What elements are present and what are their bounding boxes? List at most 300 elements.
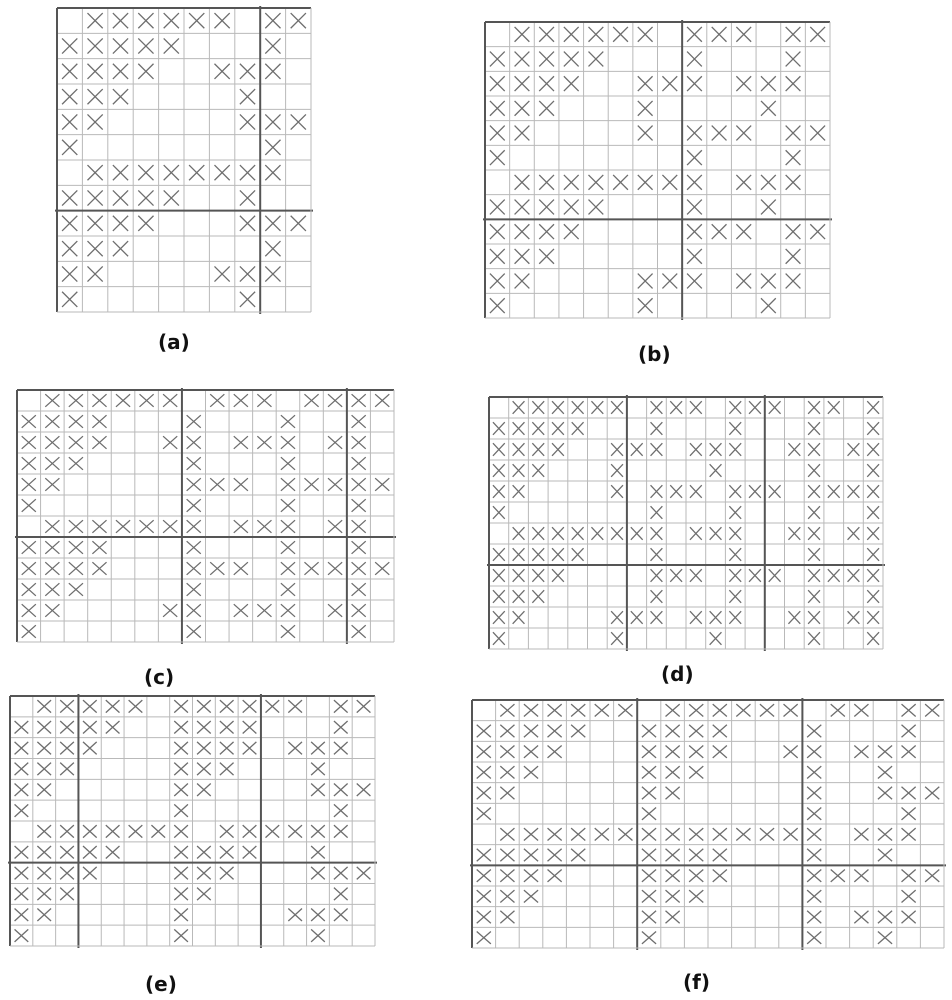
cross-mark-e-r7-c4 (106, 846, 120, 859)
cross-mark-c-r6-c2 (69, 520, 83, 533)
cross-mark-f-r6-c9 (689, 828, 703, 840)
cross-mark-f-r0-c1 (500, 704, 514, 716)
cross-mark-b-r8-c12 (786, 224, 801, 239)
cross-mark-f-r1-c2 (524, 725, 538, 737)
cross-mark-f-r2-c10 (713, 745, 727, 757)
cross-mark-b-r3-c11 (761, 101, 776, 116)
cross-mark-d-r8-c10 (690, 569, 702, 582)
cross-mark-c-r0-c8 (210, 394, 224, 407)
cross-mark-c-r3-c11 (281, 457, 295, 470)
cross-mark-f-r8-c8 (666, 869, 680, 881)
cross-mark-a-r11-c7 (240, 292, 255, 307)
cross-mark-e-r8-c15 (357, 867, 371, 880)
cross-mark-e-r2-c2 (60, 742, 74, 755)
cross-mark-c-r0-c13 (328, 394, 342, 407)
cross-mark-c-r7-c14 (352, 541, 366, 554)
cross-mark-c-r9-c1 (45, 583, 59, 596)
cross-mark-b-r10-c6 (638, 274, 653, 289)
cross-mark-c-r0-c1 (45, 394, 59, 407)
cross-mark-c-r6-c11 (281, 520, 295, 533)
cross-mark-b-r0-c12 (786, 27, 801, 42)
cross-mark-b-r4-c12 (786, 126, 801, 141)
cross-mark-c-r10-c11 (281, 604, 295, 617)
cross-mark-c-r4-c15 (375, 478, 389, 491)
cross-mark-b-r5-c12 (786, 150, 801, 165)
cross-mark-e-r1-c1 (37, 721, 51, 734)
cross-mark-d-r0-c19 (867, 401, 879, 414)
cross-mark-e-r9-c7 (174, 888, 188, 901)
cross-mark-b-r2-c1 (515, 76, 530, 91)
cross-mark-f-r11-c0 (477, 931, 491, 943)
cross-mark-c-r2-c13 (328, 436, 342, 449)
cross-mark-d-r7-c3 (552, 548, 564, 561)
cross-mark-f-r2-c2 (524, 745, 538, 757)
cross-mark-d-r2-c12 (729, 443, 741, 456)
cross-mark-b-r6-c10 (736, 175, 751, 190)
cross-mark-e-r10-c14 (334, 909, 348, 922)
cross-mark-b-r0-c9 (712, 27, 727, 42)
cross-mark-e-r4-c7 (174, 784, 188, 797)
cross-mark-e-r7-c0 (15, 846, 29, 859)
cross-mark-c-r0-c4 (116, 394, 130, 407)
cross-mark-d-r5-c8 (651, 506, 663, 519)
cross-mark-c-r0-c3 (92, 394, 106, 407)
cross-mark-d-r5-c0 (493, 506, 505, 519)
cross-mark-c-r1-c3 (92, 415, 106, 428)
cross-mark-a-r7-c3 (138, 190, 153, 205)
cross-mark-f-r0-c11 (736, 704, 750, 716)
cross-mark-a-r0-c2 (113, 13, 128, 28)
cross-mark-f-r0-c6 (618, 704, 632, 716)
cross-mark-f-r6-c1 (500, 828, 514, 840)
cross-mark-b-r1-c3 (564, 52, 579, 67)
cross-mark-c-r4-c12 (304, 478, 318, 491)
cross-mark-d-r2-c1 (513, 443, 525, 456)
cross-mark-c-r10-c1 (45, 604, 59, 617)
cross-mark-c-r2-c10 (257, 436, 271, 449)
cross-mark-e-r7-c8 (197, 846, 211, 859)
cross-mark-c-r6-c14 (352, 520, 366, 533)
cross-mark-d-r10-c15 (788, 611, 800, 624)
cross-mark-d-r6-c7 (631, 527, 643, 540)
cross-mark-f-r6-c11 (736, 828, 750, 840)
cross-mark-d-r10-c6 (611, 611, 623, 624)
cross-mark-d-r0-c8 (651, 401, 663, 414)
cross-mark-c-r8-c1 (45, 562, 59, 575)
cross-mark-c-r2-c3 (92, 436, 106, 449)
cross-mark-f-r9-c8 (666, 890, 680, 902)
cross-mark-e-r6-c2 (60, 825, 74, 838)
cross-mark-e-r6-c9 (220, 825, 234, 838)
cross-mark-e-r11-c13 (311, 929, 325, 942)
cross-mark-e-r7-c2 (60, 846, 74, 859)
cross-mark-f-r3-c9 (689, 766, 703, 778)
cross-mark-e-r6-c6 (151, 825, 165, 838)
cross-mark-b-r9-c1 (515, 249, 530, 264)
cross-mark-c-r10-c6 (163, 604, 177, 617)
cross-mark-f-r0-c13 (784, 704, 798, 716)
cross-mark-e-r1-c10 (243, 721, 257, 734)
cross-mark-a-r10-c8 (265, 266, 280, 281)
cross-mark-a-r1-c4 (164, 38, 179, 53)
cross-mark-f-r10-c16 (854, 911, 868, 923)
cross-mark-c-r2-c14 (352, 436, 366, 449)
cross-mark-d-r3-c6 (611, 464, 623, 477)
cross-mark-f-r9-c7 (642, 890, 656, 902)
cross-mark-a-r2-c0 (62, 64, 77, 79)
cross-mark-f-r7-c17 (878, 849, 892, 861)
cross-mark-f-r7-c9 (689, 849, 703, 861)
grid-e (10, 696, 375, 946)
cross-mark-a-r0-c5 (189, 13, 204, 28)
cross-mark-d-r0-c6 (611, 401, 623, 414)
cross-mark-d-r11-c16 (808, 632, 820, 645)
cross-mark-f-r2-c17 (878, 745, 892, 757)
cross-mark-d-r2-c2 (532, 443, 544, 456)
cross-mark-d-r1-c3 (552, 422, 564, 435)
cross-mark-d-r4-c1 (513, 485, 525, 498)
cross-mark-a-r0-c1 (87, 13, 102, 28)
cross-mark-d-r0-c10 (690, 401, 702, 414)
cross-mark-a-r4-c7 (240, 114, 255, 129)
cross-mark-d-r3-c2 (532, 464, 544, 477)
cross-mark-e-r9-c0 (15, 888, 29, 901)
cross-mark-c-r8-c3 (92, 562, 106, 575)
cross-mark-a-r2-c8 (265, 64, 280, 79)
cross-mark-a-r2-c2 (113, 64, 128, 79)
cross-mark-a-r3-c0 (62, 89, 77, 104)
cross-mark-c-r10-c0 (22, 604, 36, 617)
cross-mark-e-r3-c2 (60, 763, 74, 776)
cross-mark-b-r6-c3 (564, 175, 579, 190)
cross-mark-f-r4-c0 (477, 787, 491, 799)
cross-mark-f-r11-c17 (878, 931, 892, 943)
cross-mark-e-r9-c1 (37, 888, 51, 901)
cross-mark-f-r6-c8 (666, 828, 680, 840)
cross-mark-b-r7-c1 (515, 200, 530, 215)
cross-mark-d-r10-c18 (848, 611, 860, 624)
cross-mark-c-r10-c7 (187, 604, 201, 617)
cross-mark-f-r6-c3 (548, 828, 562, 840)
cross-mark-a-r3-c7 (240, 89, 255, 104)
cross-mark-b-r8-c10 (736, 224, 751, 239)
cross-mark-f-r8-c3 (548, 869, 562, 881)
cross-mark-a-r1-c1 (87, 38, 102, 53)
cross-mark-b-r0-c8 (687, 27, 702, 42)
cross-mark-e-r0-c11 (266, 700, 280, 713)
cross-mark-c-r7-c1 (45, 541, 59, 554)
cross-mark-f-r2-c9 (689, 745, 703, 757)
cross-mark-d-r0-c17 (828, 401, 840, 414)
cross-mark-b-r0-c3 (564, 27, 579, 42)
cross-mark-a-r7-c4 (164, 190, 179, 205)
cross-mark-d-r8-c9 (670, 569, 682, 582)
cross-mark-b-r4-c1 (515, 126, 530, 141)
cross-mark-f-r1-c4 (571, 725, 585, 737)
cross-mark-c-r6-c1 (45, 520, 59, 533)
cross-mark-a-r8-c3 (138, 216, 153, 231)
cross-mark-e-r2-c14 (334, 742, 348, 755)
cross-mark-a-r8-c1 (87, 216, 102, 231)
cross-mark-f-r8-c9 (689, 869, 703, 881)
cross-mark-b-r10-c1 (515, 274, 530, 289)
cross-mark-d-r11-c19 (867, 632, 879, 645)
cross-mark-a-r8-c0 (62, 216, 77, 231)
cross-mark-b-r9-c2 (539, 249, 554, 264)
cross-mark-a-r1-c0 (62, 38, 77, 53)
cross-mark-c-r2-c7 (187, 436, 201, 449)
cross-mark-c-r10-c10 (257, 604, 271, 617)
cross-mark-b-r3-c6 (638, 101, 653, 116)
cross-mark-c-r7-c0 (22, 541, 36, 554)
cross-mark-a-r11-c0 (62, 292, 77, 307)
cross-mark-d-r0-c2 (532, 401, 544, 414)
cross-mark-b-r6-c4 (589, 175, 604, 190)
cross-mark-a-r7-c1 (87, 190, 102, 205)
cross-mark-d-r0-c12 (729, 401, 741, 414)
cross-mark-a-r10-c7 (240, 266, 255, 281)
cross-mark-b-r10-c0 (490, 274, 505, 289)
cross-mark-a-r2-c1 (87, 64, 102, 79)
cross-mark-e-r7-c9 (220, 846, 234, 859)
cross-mark-e-r2-c13 (311, 742, 325, 755)
cross-mark-d-r0-c9 (670, 401, 682, 414)
cross-mark-d-r0-c4 (572, 401, 584, 414)
cross-mark-f-r2-c0 (477, 745, 491, 757)
cross-mark-a-r1-c3 (138, 38, 153, 53)
cross-mark-e-r2-c9 (220, 742, 234, 755)
cross-mark-f-r7-c7 (642, 849, 656, 861)
cross-mark-b-r9-c0 (490, 249, 505, 264)
cross-mark-c-r0-c10 (257, 394, 271, 407)
cross-mark-a-r6-c8 (265, 165, 280, 180)
cross-mark-d-r3-c16 (808, 464, 820, 477)
cross-mark-b-r11-c0 (490, 298, 505, 313)
cross-mark-d-r1-c4 (572, 422, 584, 435)
cross-mark-e-r0-c2 (60, 700, 74, 713)
cross-mark-d-r1-c16 (808, 422, 820, 435)
cross-mark-e-r9-c14 (334, 888, 348, 901)
cross-mark-c-r8-c11 (281, 562, 295, 575)
cross-mark-e-r6-c10 (243, 825, 257, 838)
cross-mark-e-r2-c10 (243, 742, 257, 755)
cross-mark-f-r1-c3 (548, 725, 562, 737)
panel-label-c: (c) (144, 665, 175, 689)
cross-mark-c-r11-c7 (187, 625, 201, 638)
cross-mark-d-r4-c10 (690, 485, 702, 498)
cross-mark-e-r6-c4 (106, 825, 120, 838)
cross-mark-f-r4-c8 (666, 787, 680, 799)
cross-mark-e-r1-c3 (83, 721, 97, 734)
cross-mark-e-r2-c12 (288, 742, 302, 755)
cross-mark-e-r0-c12 (288, 700, 302, 713)
cross-mark-d-r8-c14 (769, 569, 781, 582)
cross-mark-f-r2-c13 (784, 745, 798, 757)
cross-mark-f-r3-c8 (666, 766, 680, 778)
panel-label-e: (e) (145, 972, 177, 996)
cross-mark-b-r6-c1 (515, 175, 530, 190)
cross-mark-c-r10-c13 (328, 604, 342, 617)
cross-mark-d-r1-c0 (493, 422, 505, 435)
cross-mark-e-r3-c7 (174, 763, 188, 776)
cross-mark-f-r5-c7 (642, 807, 656, 819)
cross-mark-f-r4-c17 (878, 787, 892, 799)
cross-mark-c-r6-c7 (187, 520, 201, 533)
cross-mark-e-r1-c9 (220, 721, 234, 734)
cross-mark-b-r2-c2 (539, 76, 554, 91)
cross-mark-f-r11-c14 (807, 931, 821, 943)
cross-mark-c-r4-c9 (234, 478, 248, 491)
cross-mark-f-r10-c7 (642, 911, 656, 923)
cross-mark-d-r8-c1 (513, 569, 525, 582)
cross-mark-e-r1-c8 (197, 721, 211, 734)
cross-mark-f-r1-c7 (642, 725, 656, 737)
cross-mark-f-r8-c15 (831, 869, 845, 881)
cross-mark-e-r4-c13 (311, 784, 325, 797)
cross-mark-f-r1-c0 (477, 725, 491, 737)
cross-mark-d-r8-c16 (808, 569, 820, 582)
cross-mark-c-r1-c11 (281, 415, 295, 428)
panel-label-b: (b) (638, 342, 671, 366)
cross-mark-b-r7-c11 (761, 200, 776, 215)
cross-mark-f-r3-c14 (807, 766, 821, 778)
cross-mark-e-r2-c1 (37, 742, 51, 755)
cross-mark-d-r9-c0 (493, 590, 505, 603)
cross-mark-b-r6-c7 (662, 175, 677, 190)
cross-mark-d-r10-c1 (513, 611, 525, 624)
cross-mark-e-r4-c0 (15, 784, 29, 797)
cross-mark-f-r0-c15 (831, 704, 845, 716)
cross-mark-b-r2-c3 (564, 76, 579, 91)
cross-mark-c-r7-c2 (69, 541, 83, 554)
cross-mark-a-r2-c3 (138, 64, 153, 79)
cross-mark-c-r8-c2 (69, 562, 83, 575)
cross-mark-f-r0-c8 (666, 704, 680, 716)
cross-mark-e-r2-c0 (15, 742, 29, 755)
cross-mark-f-r3-c7 (642, 766, 656, 778)
cross-mark-b-r8-c3 (564, 224, 579, 239)
cross-mark-d-r1-c19 (867, 422, 879, 435)
cross-mark-b-r0-c4 (589, 27, 604, 42)
cross-mark-a-r6-c5 (189, 165, 204, 180)
cross-mark-c-r8-c13 (328, 562, 342, 575)
cross-mark-b-r4-c13 (810, 126, 825, 141)
cross-mark-f-r7-c14 (807, 849, 821, 861)
cross-mark-c-r6-c5 (140, 520, 154, 533)
cross-mark-f-r7-c1 (500, 849, 514, 861)
cross-mark-a-r0-c9 (291, 13, 306, 28)
cross-mark-c-r8-c9 (234, 562, 248, 575)
cross-mark-a-r8-c2 (113, 216, 128, 231)
cross-mark-d-r2-c7 (631, 443, 643, 456)
cross-mark-c-r0-c5 (140, 394, 154, 407)
cross-mark-b-r4-c6 (638, 126, 653, 141)
cross-mark-f-r0-c3 (548, 704, 562, 716)
cross-mark-d-r11-c6 (611, 632, 623, 645)
cross-mark-a-r8-c7 (240, 216, 255, 231)
cross-mark-d-r7-c16 (808, 548, 820, 561)
cross-mark-d-r6-c5 (591, 527, 603, 540)
cross-mark-e-r4-c15 (357, 784, 371, 797)
cross-mark-c-r0-c15 (375, 394, 389, 407)
cross-mark-c-r1-c2 (69, 415, 83, 428)
cross-mark-e-r3-c1 (37, 763, 51, 776)
cross-mark-c-r7-c7 (187, 541, 201, 554)
cross-mark-e-r5-c0 (15, 804, 29, 817)
cross-mark-f-r8-c14 (807, 869, 821, 881)
cross-mark-a-r9-c8 (265, 241, 280, 256)
cross-mark-a-r6-c2 (113, 165, 128, 180)
cross-mark-b-r2-c0 (490, 76, 505, 91)
cross-mark-d-r4-c19 (867, 485, 879, 498)
cross-mark-d-r2-c11 (710, 443, 722, 456)
cross-mark-e-r8-c0 (15, 867, 29, 880)
cross-mark-f-r2-c1 (500, 745, 514, 757)
cross-mark-d-r5-c16 (808, 506, 820, 519)
cross-mark-b-r0-c1 (515, 27, 530, 42)
cross-mark-d-r7-c12 (729, 548, 741, 561)
cross-mark-b-r11-c6 (638, 298, 653, 313)
cross-mark-d-r7-c19 (867, 548, 879, 561)
cross-mark-e-r1-c2 (60, 721, 74, 734)
cross-mark-e-r0-c8 (197, 700, 211, 713)
cross-mark-d-r7-c8 (651, 548, 663, 561)
cross-mark-c-r0-c6 (163, 394, 177, 407)
cross-mark-b-r5-c8 (687, 150, 702, 165)
cross-mark-c-r6-c10 (257, 520, 271, 533)
cross-mark-f-r10-c14 (807, 911, 821, 923)
cross-mark-c-r8-c7 (187, 562, 201, 575)
cross-mark-e-r5-c7 (174, 804, 188, 817)
cross-mark-d-r3-c1 (513, 464, 525, 477)
cross-mark-e-r11-c0 (15, 929, 29, 942)
cross-mark-d-r11-c0 (493, 632, 505, 645)
cross-mark-f-r8-c10 (713, 869, 727, 881)
panel-label-d: (d) (661, 662, 694, 686)
cross-mark-e-r10-c7 (174, 909, 188, 922)
cross-mark-f-r7-c0 (477, 849, 491, 861)
cross-mark-b-r0-c10 (736, 27, 751, 42)
cross-mark-c-r0-c12 (304, 394, 318, 407)
cross-mark-d-r4-c8 (651, 485, 663, 498)
cross-mark-b-r8-c9 (712, 224, 727, 239)
cross-mark-a-r4-c8 (265, 114, 280, 129)
cross-mark-c-r4-c8 (210, 478, 224, 491)
cross-mark-c-r5-c7 (187, 499, 201, 512)
cross-mark-c-r3-c14 (352, 457, 366, 470)
cross-mark-f-r0-c12 (760, 704, 774, 716)
cross-mark-b-r0-c5 (613, 27, 628, 42)
cross-mark-d-r8-c12 (729, 569, 741, 582)
cross-mark-d-r10-c0 (493, 611, 505, 624)
cross-mark-b-r6-c11 (761, 175, 776, 190)
cross-mark-e-r0-c10 (243, 700, 257, 713)
cross-mark-d-r0-c13 (749, 401, 761, 414)
cross-mark-c-r6-c9 (234, 520, 248, 533)
cross-mark-e-r0-c7 (174, 700, 188, 713)
cross-mark-a-r2-c6 (214, 64, 229, 79)
cross-mark-e-r9-c2 (60, 888, 74, 901)
cross-mark-d-r2-c15 (788, 443, 800, 456)
cross-mark-f-r3-c0 (477, 766, 491, 778)
panel-label-f: (f) (683, 970, 710, 994)
cross-mark-d-r2-c19 (867, 443, 879, 456)
cross-mark-c-r1-c0 (22, 415, 36, 428)
cross-mark-d-r3-c0 (493, 464, 505, 477)
cross-mark-f-r6-c5 (595, 828, 609, 840)
cross-mark-d-r9-c1 (513, 590, 525, 603)
cross-mark-d-r4-c14 (769, 485, 781, 498)
